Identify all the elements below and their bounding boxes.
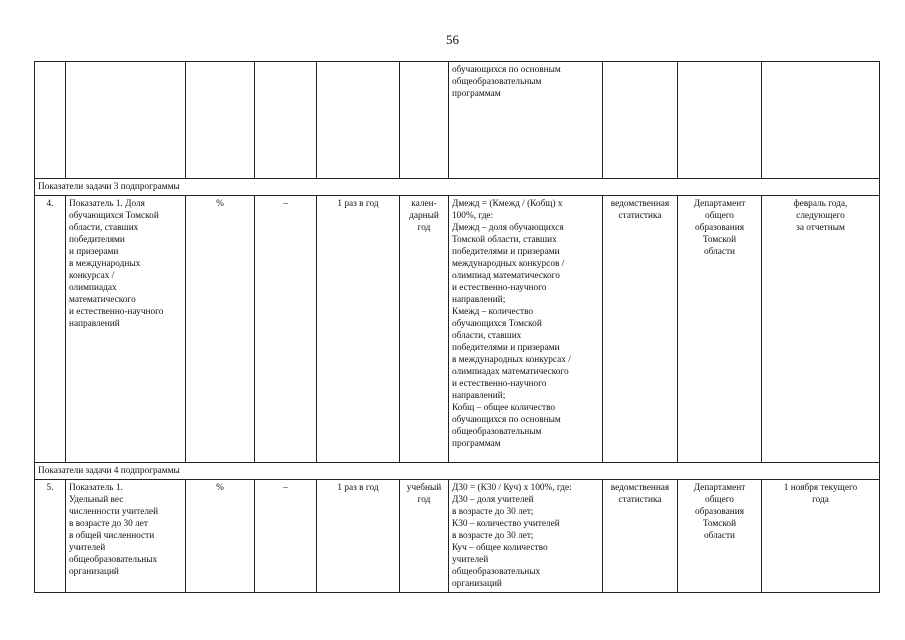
formula: Дмежд = (Кмежд / (Кобщ) x 100%, где: Дмежд – доля обучающихся Томской области, ставших победителями и призерами международных конкурсов / олимпиад математического и естественно-научного направлений; Кмежд – количество обучающихся Томской области, ставших победителями и призерами в международных конкурсах / олимпиадах математического и естественно-научного направлений; Кобщ – общее количество обучающихся по основным общеобразовательным программам	[449, 196, 603, 463]
cell-empty	[400, 62, 449, 179]
unit: %	[186, 196, 255, 463]
formula-continuation: обучающихся по основным общеобразовательным программам	[449, 62, 603, 179]
cell-empty	[255, 62, 317, 179]
data-source: ведомственная статистика	[603, 480, 678, 593]
cell-empty	[762, 62, 880, 179]
deadline: февраль года, следующего за отчетным	[762, 196, 880, 463]
period: кален- дарный год	[400, 196, 449, 463]
indicator-name: Показатель 1. Удельный вес численности учителей в возрасте до 30 лет в общей численности учителей общеобразовательных организаций	[66, 480, 186, 593]
cell-empty	[66, 62, 186, 179]
responsible: Департамент общего образования Томской области	[678, 480, 762, 593]
indicator-name: Показатель 1. Доля обучающихся Томской области, ставших победителями и призерами в международных конкурсах / олимпиадах математического и естественно-научного направлений	[66, 196, 186, 463]
continuation-row	[35, 62, 880, 179]
section-heading: Показатели задачи 3 подпрограммы	[35, 179, 880, 196]
unit: %	[186, 480, 255, 593]
row-number: 5.	[35, 480, 66, 593]
cell-empty	[35, 62, 66, 179]
data-source: ведомственная статистика	[603, 196, 678, 463]
cell-empty	[317, 62, 400, 179]
page-number: 56	[446, 32, 459, 47]
indicator-row	[35, 196, 880, 463]
deadline: 1 ноября текущего года	[762, 480, 880, 593]
dash: –	[255, 196, 317, 463]
responsible: Департамент общего образования Томской области	[678, 196, 762, 463]
section-heading-row	[35, 179, 880, 196]
frequency: 1 раз в год	[317, 480, 400, 593]
indicator-row	[35, 480, 880, 593]
section-heading: Показатели задачи 4 подпрограммы	[35, 463, 880, 480]
dash: –	[255, 480, 317, 593]
cell-empty	[186, 62, 255, 179]
row-number: 4.	[35, 196, 66, 463]
formula: Д30 = (К30 / Куч) x 100%, где: Д30 – доля учителей в возрасте до 30 лет; К30 – количество учителей в возрасте до 30 лет; Куч – общее количество учителей общеобразовательных организаций	[449, 480, 603, 593]
frequency: 1 раз в год	[317, 196, 400, 463]
indicators-table	[34, 61, 880, 593]
cell-empty	[678, 62, 762, 179]
section-heading-row	[35, 463, 880, 480]
period: учебный год	[400, 480, 449, 593]
cell-empty	[603, 62, 678, 179]
